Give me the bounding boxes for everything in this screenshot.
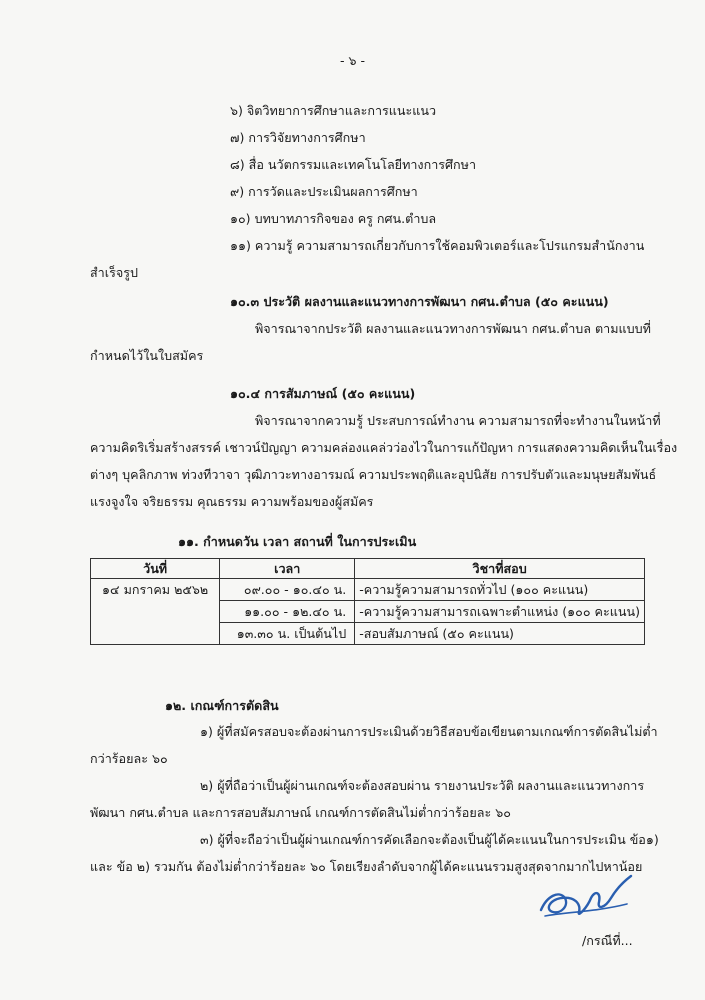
section-heading-12: ๑๒. เกณฑ์การตัดสิน xyxy=(165,698,279,713)
exam-time: ๑๓.๓๐ น. เป็นต้นไป xyxy=(220,623,355,645)
paragraph-line: และ ข้อ ๒) รวมกัน ต้องไม่ต่ำกว่าร้อยละ ๖๐ โดยเรียงลำดับจากผู้ได้คะแนนรวมสูงสุดจากมากไปหาน้อย xyxy=(90,859,643,874)
column-header-subject: วิชาที่สอบ xyxy=(355,559,645,579)
paragraph-line: พิจารณาจากความรู้ ประสบการณ์ทำงาน ความสามารถที่จะทำงานในหน้าที่ xyxy=(255,413,661,428)
continuation-note: /กรณีที่... xyxy=(582,933,633,948)
exam-subject: -ความรู้ความสามารถเฉพาะตำแหน่ง (๑๐๐ คะแนน) xyxy=(355,601,645,623)
section-heading-10-3: ๑๐.๓ ประวัติ ผลงานและแนวทางการพัฒนา กศน.ตำบล (๕๐ คะแนน) xyxy=(230,294,609,309)
exam-time: ๐๙.๐๐ - ๑๐.๔๐ น. xyxy=(220,579,355,601)
table-header-row xyxy=(91,559,645,579)
paragraph-line: ต่างๆ บุคลิกภาพ ท่วงทีวาจา วุฒิภาวะทางอารมณ์ ความประพฤติและอุปนิสัย การปรับตัวและมนุษยสัมพันธ์ xyxy=(90,467,657,482)
paragraph-line: กว่าร้อยละ ๖๐ xyxy=(90,751,168,766)
paragraph-line: แรงจูงใจ จริยธรรม คุณธรรม ความพร้อมของผู้สมัคร xyxy=(90,494,374,509)
paragraph-line: กำหนดไว้ในใบสมัคร xyxy=(90,348,204,363)
list-item: ๖) จิตวิทยาการศึกษาและการแนะแนว xyxy=(230,103,437,118)
list-item: ๑๑) ความรู้ ความสามารถเกี่ยวกับการใช้คอมพิวเตอร์และโปรแกรมสำนักงาน xyxy=(230,238,645,253)
section-heading-11: ๑๑. กำหนดวัน เวลา สถานที่ ในการประเมิน xyxy=(178,534,417,549)
list-item: ๑๐) บทบาทภารกิจของ ครู กศน.ตำบล xyxy=(230,211,437,226)
schedule-table xyxy=(90,558,645,645)
column-header-time: เวลา xyxy=(220,559,355,579)
list-item: ๗) การวิจัยทางการศึกษา xyxy=(230,130,366,145)
table-row xyxy=(91,579,645,601)
list-item: ๙) การวัดและประเมินผลการศึกษา xyxy=(230,184,418,199)
list-item-continuation: สำเร็จรูป xyxy=(90,265,138,280)
paragraph-line: ความคิดริเริ่มสร้างสรรค์ เชาวน์ปัญญา ความคล่องแคล่วว่องไวในการแก้ปัญหา การแสดงความคิดเห็นในเรื่อง xyxy=(90,440,678,455)
exam-subject: -ความรู้ความสามารถทั่วไป (๑๐๐ คะแนน) xyxy=(355,579,645,601)
list-item: ๘) สื่อ นวัตกรรมและเทคโนโลยีทางการศึกษา xyxy=(230,157,477,172)
column-header-date: วันที่ xyxy=(91,559,220,579)
paragraph-line: ๓) ผู้ที่จะถือว่าเป็นผู้ผ่านเกณฑ์การคัดเลือกจะต้องเป็นผู้ได้คะแนนในการประเมิน ข้อ๑) xyxy=(200,832,659,847)
signature-mark xyxy=(535,868,635,923)
exam-date: ๑๔ มกราคม ๒๕๖๒ xyxy=(91,579,220,645)
paragraph-line: ๑) ผู้ที่สมัครสอบจะต้องผ่านการประเมินด้วยวิธีสอบข้อเขียนตามเกณฑ์การตัดสินไม่ต่ำ xyxy=(200,724,658,739)
paragraph-line: ๒) ผู้ที่ถือว่าเป็นผู้ผ่านเกณฑ์จะต้องสอบผ่าน รายงานประวัติ ผลงานและแนวทางการ xyxy=(200,778,645,793)
paragraph-line: พิจารณาจากประวัติ ผลงานและแนวทางการพัฒนา กศน.ตำบล ตามแบบที่ xyxy=(255,321,651,336)
section-heading-10-4: ๑๐.๔ การสัมภาษณ์ (๕๐ คะแนน) xyxy=(230,386,416,401)
exam-time: ๑๑.๐๐ - ๑๒.๔๐ น. xyxy=(220,601,355,623)
paragraph-line: พัฒนา กศน.ตำบล และการสอบสัมภาษณ์ เกณฑ์การตัดสินไม่ต่ำกว่าร้อยละ ๖๐ xyxy=(90,805,511,820)
exam-subject: -สอบสัมภาษณ์ (๕๐ คะแนน) xyxy=(355,623,645,645)
page-number: - ๖ - xyxy=(339,53,366,68)
